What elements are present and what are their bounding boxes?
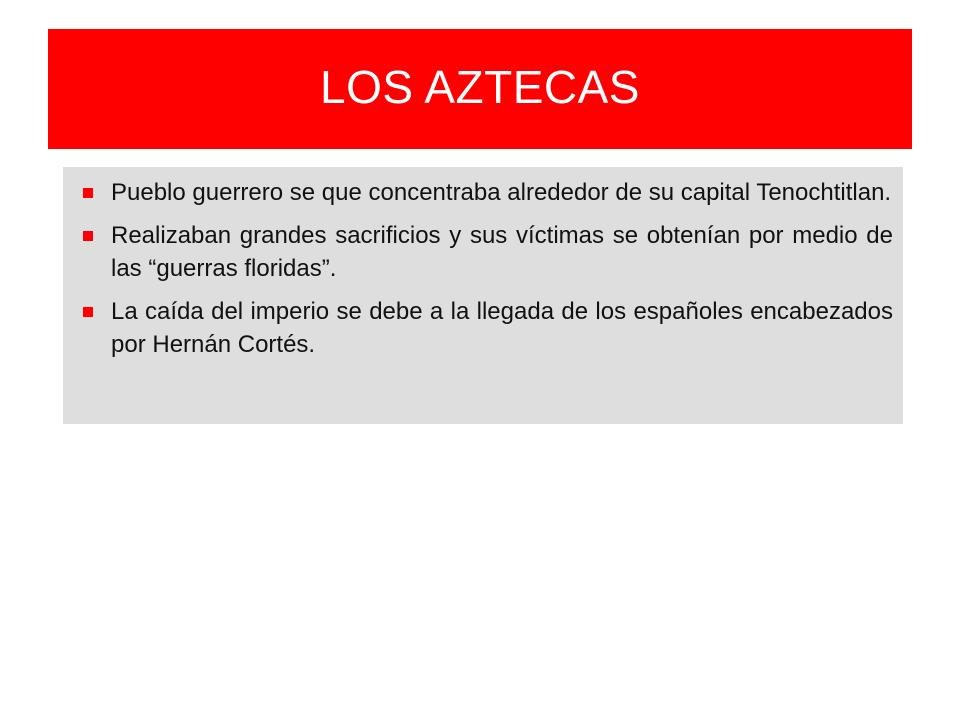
bullet-item <box>81 176 893 209</box>
bullet-item <box>81 219 893 285</box>
content-box <box>63 167 903 424</box>
bullet-item <box>81 295 893 361</box>
bullet-text: La caída del imperio se debe a la llegada de los españoles encabezados por Hernán Cortés. <box>111 298 893 358</box>
bullet-text: Pueblo guerrero se que concentraba alrededor de su capital Tenochtitlan. <box>111 179 892 206</box>
square-bullet-icon <box>83 307 93 317</box>
title-banner <box>48 29 912 149</box>
square-bullet-icon <box>83 188 93 198</box>
square-bullet-icon <box>83 231 93 241</box>
bullet-text: Realizaban grandes sacrificios y sus víctimas se obtenían por medio de las “guerras floridas”. <box>111 222 893 282</box>
bullet-list <box>81 176 893 361</box>
slide-title: LOS AZTECAS <box>320 61 640 113</box>
